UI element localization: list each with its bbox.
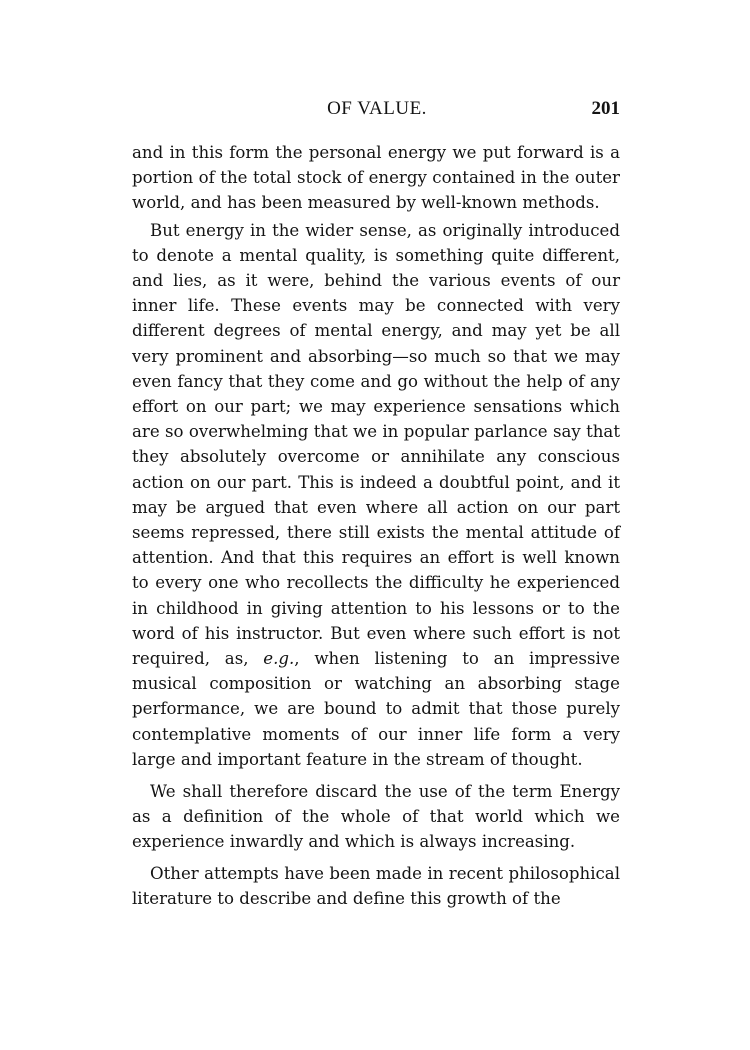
paragraph-2: [132, 218, 620, 772]
eg-abbreviation: e.g.: [263, 649, 295, 669]
body-text: [132, 140, 620, 911]
page-number: 201: [591, 98, 620, 119]
paragraph-2-text-end: , when listening to an impressive musical composition or watching an absorbing stage performance, we are bound to admit that those purely contemplative moments of our inner life form a very large and important feature in the stream of thought.: [132, 649, 620, 769]
paragraph-2-text-start: But energy in the wider sense, as originally introduced to denote a mental quality, is something quite different, and lies, as it were, behind the various events of our inner life. These events may be connected with very different degrees of mental energy, and may yet be all very prominent and absorbing—so much so that we may even fancy that they come and go without the help of any effort on our part; we may experience sensations which are so overwhelming that we in popular parlance say that they absolutely overcome or annihilate any conscious action on our part. This is indeed a doubtful point, and it may be argued that even where all action on our part seems repressed, there still exists the mental attitude of attention. And that this requires an effort is well known to every one who recollects the difficulty he experienced in childhood in giving attention to his lessons or to the word of his instructor. But even where such effort is not required, as,: [132, 220, 620, 669]
paragraph-3: We shall therefore discard the use of the term Energy as a definition of the whole of that world which we experience inwardly and which is always increasing.: [132, 782, 620, 852]
page-header: [132, 98, 622, 126]
paragraph-4: Other attempts have been made in recent philosophical literature to describe and define this growth of the: [132, 863, 620, 908]
running-head: OF VALUE.: [327, 98, 427, 119]
paragraph-1: and in this form the personal energy we put forward is a portion of the total stock of energy contained in the outer world, and has been measured by well-known methods.: [132, 143, 620, 213]
